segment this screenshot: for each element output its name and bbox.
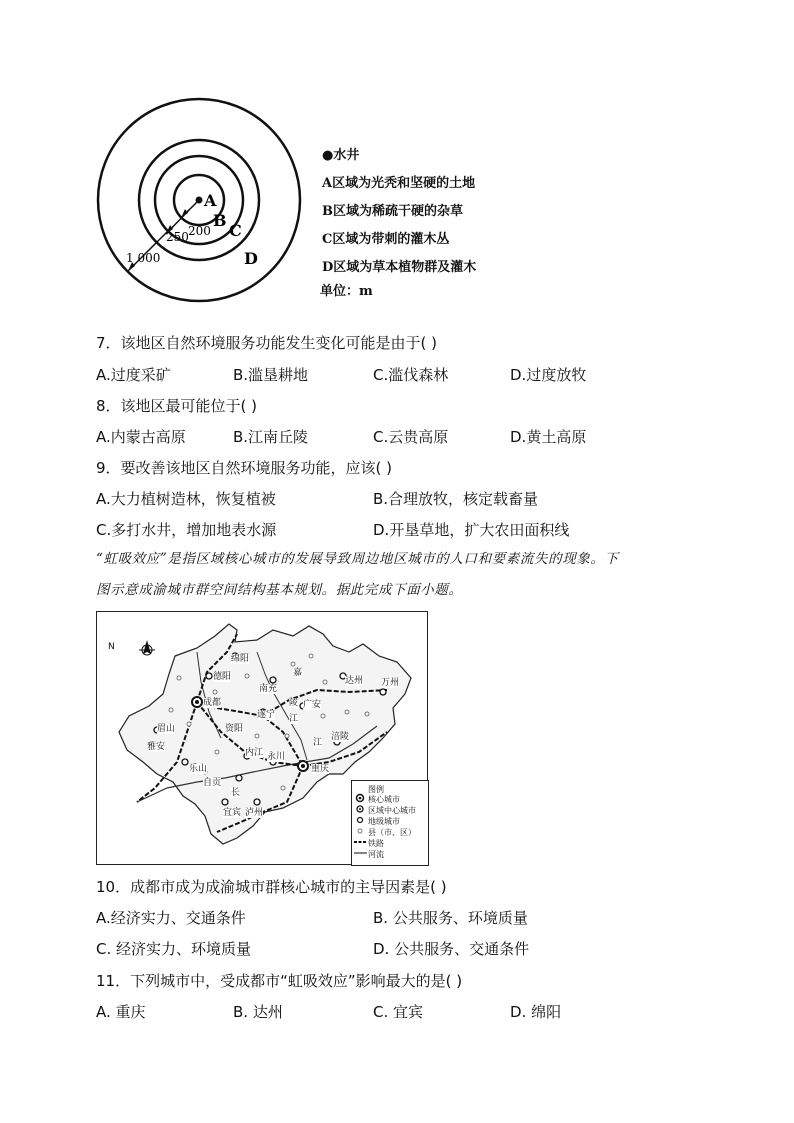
river-label-jiang-2: 江 [313, 738, 323, 748]
q10-option-b[interactable]: B. 公共服务、环境质量 [373, 909, 528, 927]
q8-option-c[interactable]: C.云贵高原 [373, 428, 449, 446]
question-10: 10．成都市成为成渝城市群核心城市的主导因素是( ) [96, 878, 447, 896]
map-legend-title: 图例 [368, 785, 384, 794]
legend-zone-c: C区域为带刺的灌木丛 [322, 232, 450, 247]
city-nanchong: 南充 [259, 684, 278, 694]
q7-option-b[interactable]: B.滥垦耕地 [233, 366, 309, 384]
map-legend-river: 河流 [368, 850, 384, 859]
city-guangan: 广安 [303, 700, 322, 710]
city-yongchuan: 永川 [267, 752, 286, 762]
q9-option-a[interactable]: A.大力植树造林，恢复植被 [96, 490, 276, 508]
q9-option-c[interactable]: C.多打水井，增加地表水源 [96, 521, 277, 539]
map-legend-railway: 铁路 [368, 839, 384, 848]
q10-option-a[interactable]: A.经济实力、交通条件 [96, 909, 246, 927]
map-legend [351, 780, 429, 866]
city-meishan: 眉山 [157, 724, 176, 734]
q8-option-d[interactable]: D.黄土高原 [510, 428, 587, 446]
city-ziyang: 资阳 [225, 724, 244, 734]
q11-option-b[interactable]: B. 达州 [233, 1003, 283, 1021]
map-legend-prefecture-city: 地级城市 [368, 817, 400, 826]
question-11: 11．下列城市中，受成都市“虹吸效应”影响最大的是( ) [96, 972, 463, 990]
intro-line-1: “虹吸效应”是指区域核心城市的发展导致周边地区城市的人口和要素流失的现象。下 [96, 551, 619, 567]
legend-zone-b: B区域为稀疏干硬的杂草 [322, 204, 463, 219]
intro-paragraph [96, 544, 706, 606]
river-label-jia: 嘉 [293, 668, 303, 678]
legend-zone-a: A区域为光秃和坚硬的土地 [322, 176, 476, 191]
north-label: N [108, 642, 115, 652]
radius-200: 200 [188, 224, 211, 238]
city-suining: 遂宁 [257, 710, 276, 720]
north-arrow-icon [143, 640, 151, 654]
q10-option-d[interactable]: D. 公共服务、交通条件 [373, 940, 530, 958]
city-fuling: 涪陵 [331, 732, 350, 742]
label-d: D [244, 249, 258, 268]
map-legend-core-city: 核心城市 [368, 795, 400, 804]
city-deyang: 德阳 [213, 672, 232, 682]
q11-option-a[interactable]: A. 重庆 [96, 1003, 146, 1021]
river-label-ling: 陵 [289, 698, 299, 708]
city-chengdu: 成都 [203, 698, 222, 708]
legend-well: ●水井 [322, 148, 360, 163]
q7-option-c[interactable]: C.滥伐森林 [373, 366, 449, 384]
radius-250: 250 [166, 230, 189, 244]
q9-option-d[interactable]: D.开垦草地，扩大农田面积线 [373, 521, 570, 539]
river-label-chang: 长 [231, 788, 241, 798]
city-mianyang: 绵阳 [231, 654, 250, 664]
question-9: 9．要改善该地区自然环境服务功能，应该( ) [96, 459, 393, 477]
q8-option-a[interactable]: A.内蒙古高原 [96, 428, 186, 446]
q7-option-a[interactable]: A.过度采矿 [96, 366, 171, 384]
unit-label: 单位：m [320, 284, 373, 299]
city-zigong: 自贡 [203, 778, 222, 788]
river-label-jiang-1: 江 [289, 714, 299, 724]
q8-option-b[interactable]: B.江南丘陵 [233, 428, 309, 446]
map-legend-county: 县（市、区） [368, 828, 416, 837]
radius-1000: 1 000 [126, 251, 161, 265]
map-legend-regional-center: 区域中心城市 [368, 806, 416, 815]
zone-legend [322, 142, 476, 282]
q10-option-c[interactable]: C. 经济实力、环境质量 [96, 940, 252, 958]
q7-option-d[interactable]: D.过度放牧 [510, 366, 587, 384]
legend-zone-d: D区域为草本植物群及灌木 [322, 260, 477, 275]
urban-agglomeration-map [96, 611, 428, 865]
q11-option-c[interactable]: C. 宜宾 [373, 1003, 424, 1021]
city-yibin: 宜宾 [223, 808, 242, 818]
city-neijiang: 内江 [245, 748, 264, 758]
city-chongqing: 重庆 [311, 764, 330, 774]
city-leshan: 乐山 [189, 764, 208, 774]
city-luzhou: 泸州 [245, 808, 264, 818]
city-wanzhou: 万州 [381, 678, 400, 688]
label-a: A [204, 191, 217, 210]
map-legend-symbols [354, 793, 368, 873]
label-c: C [229, 221, 242, 240]
q9-option-b[interactable]: B.合理放牧，核定载畜量 [373, 490, 539, 508]
question-7: 7．该地区自然环境服务功能发生变化可能是由于( ) [96, 334, 438, 352]
city-yaan: 雅安 [147, 742, 166, 752]
q11-option-d[interactable]: D. 绵阳 [510, 1003, 562, 1021]
city-dazhou: 达州 [345, 676, 364, 686]
question-8: 8．该地区最可能位于( ) [96, 397, 258, 415]
intro-line-2: 图示意成渝城市群空间结构基本规划。据此完成下面小题。 [96, 582, 463, 598]
label-b: B [213, 211, 227, 230]
